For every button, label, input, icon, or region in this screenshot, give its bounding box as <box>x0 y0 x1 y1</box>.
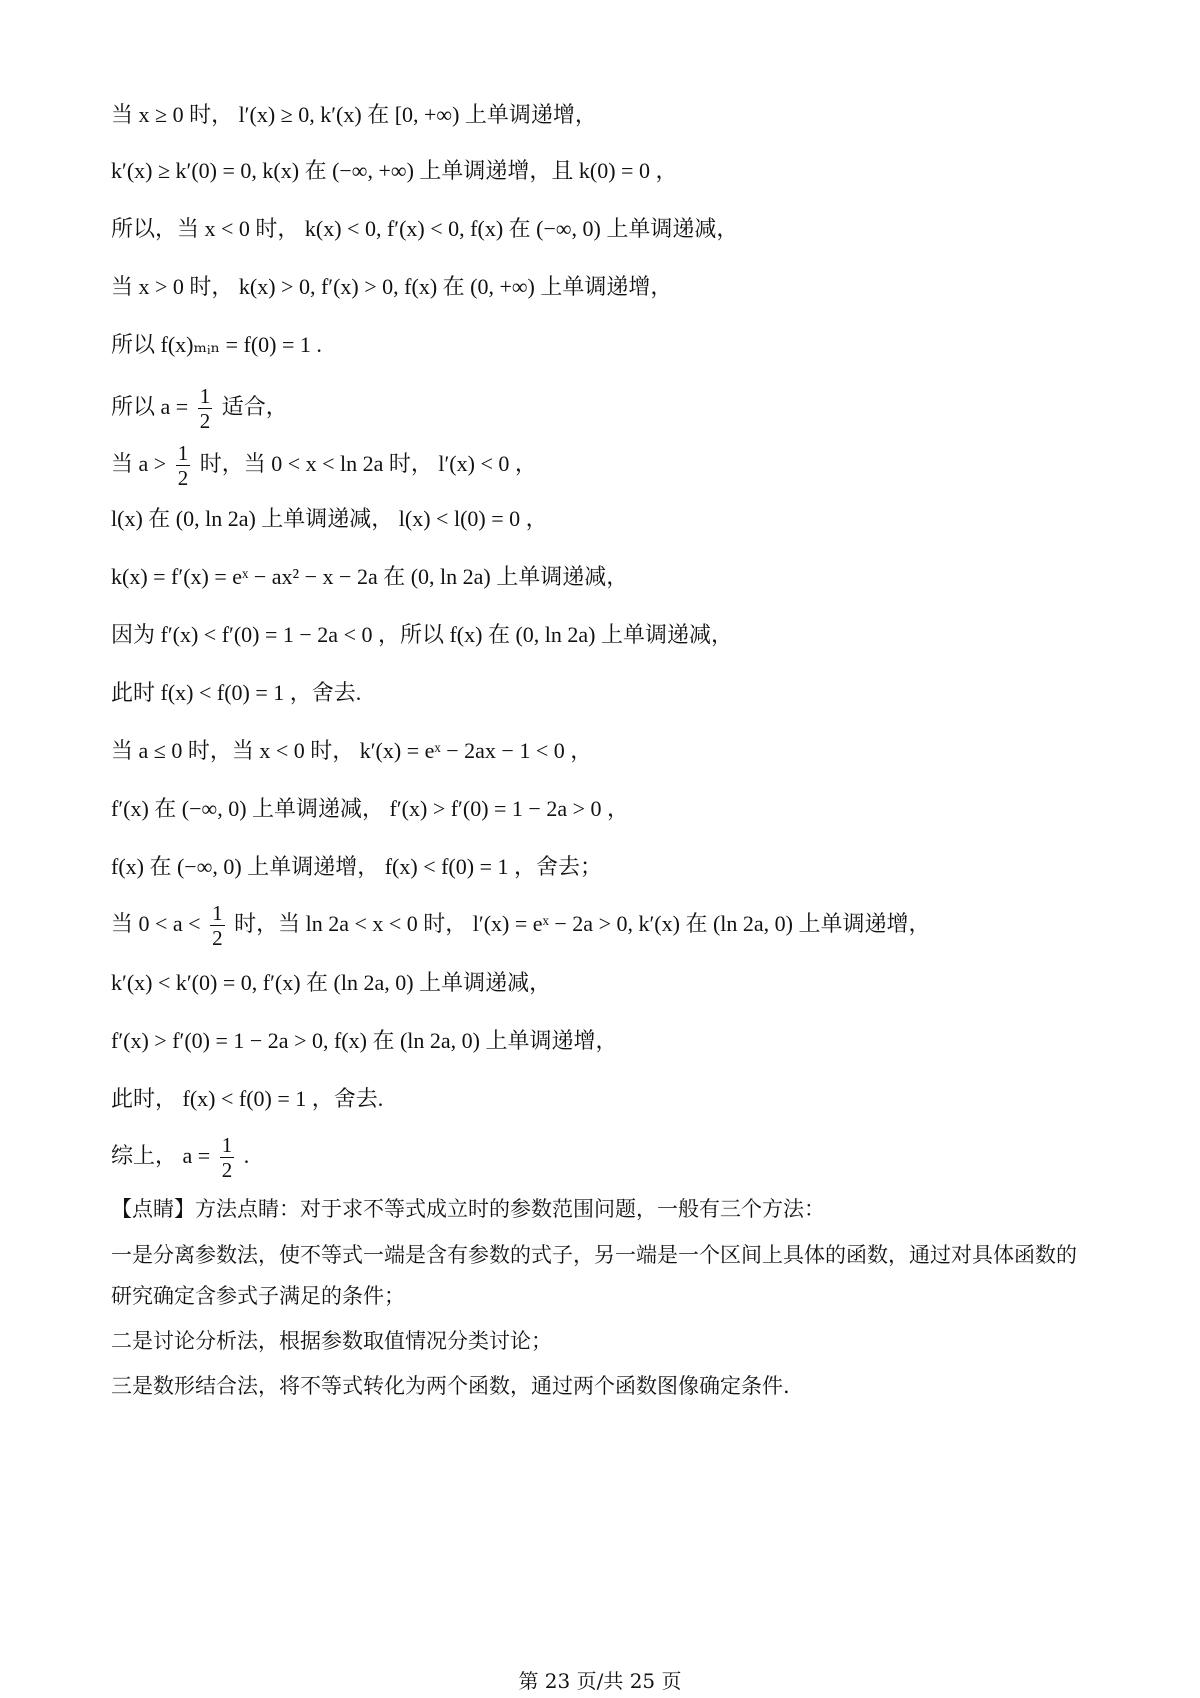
solution-line-15 <box>111 901 930 951</box>
text-segment: 时，当 0 < x < ln 2a 时， l′(x) < 0 ， <box>199 451 537 477</box>
comment-method-2: 二是讨论分析法，根据参数取值情况分类讨论； <box>111 1329 552 1353</box>
fraction-one-half <box>198 384 213 434</box>
fraction-denominator: 2 <box>221 1158 233 1183</box>
fraction-numerator: 1 <box>199 384 211 408</box>
fraction-numerator: 1 <box>177 441 189 465</box>
comment-method-1: 一是分离参数法，使不等式一端是含有参数的式子，另一端是一个区间上具体的函数，通过对具体函数的 <box>111 1243 1077 1267</box>
solution-line-5: 所以 f(x)ₘᵢₙ = f(0) = 1 . <box>111 332 322 357</box>
text-segment: 适合， <box>221 394 288 420</box>
fraction-one-half <box>210 901 225 951</box>
text-segment: . <box>243 1143 250 1169</box>
solution-line-6 <box>111 384 288 434</box>
fraction-denominator: 2 <box>177 466 189 491</box>
solution-line-7 <box>111 441 537 491</box>
comment-heading: 【点睛】方法点睛：对于求不等式成立时的参数范围问题，一般有三个方法： <box>111 1197 825 1221</box>
solution-line-17: f′(x) > f′(0) = 1 − 2a > 0, f(x) 在 (ln 2a, 0) 上单调递增， <box>111 1028 618 1053</box>
text-segment: 当 0 < a < <box>111 911 201 937</box>
solution-line-11: 此时 f(x) < f(0) = 1 ，舍去. <box>111 680 362 705</box>
text-segment: 当 a > <box>111 451 167 477</box>
text-segment: 所以 a = <box>111 394 189 420</box>
fraction-numerator: 1 <box>212 901 223 925</box>
solution-line-14: f(x) 在 (−∞, 0) 上单调递增， f(x) < f(0) = 1 ，舍去； <box>111 854 602 879</box>
solution-line-3: 所以，当 x < 0 时， k(x) < 0, f′(x) < 0, f(x) 在 (−∞, 0) 上单调递减， <box>111 216 739 241</box>
fraction-one-half <box>220 1133 235 1183</box>
solution-line-13: f′(x) 在 (−∞, 0) 上单调递减， f′(x) > f′(0) = 1 − 2a > 0 ， <box>111 796 630 821</box>
solution-line-19 <box>111 1133 249 1183</box>
fraction-one-half <box>176 441 191 491</box>
solution-line-18: 此时， f(x) < f(0) = 1 ，舍去. <box>111 1086 384 1111</box>
solution-line-8: l(x) 在 (0, ln 2a) 上单调递减， l(x) < l(0) = 0 ， <box>111 506 548 531</box>
text-segment: 综上， a = <box>111 1143 211 1169</box>
solution-line-12: 当 a ≤ 0 时，当 x < 0 时， k′(x) = eˣ − 2ax − 1 < 0 ， <box>111 738 593 763</box>
solution-line-16: k′(x) < k′(0) = 0, f′(x) 在 (ln 2a, 0) 上单调递减， <box>111 970 552 995</box>
solution-line-9: k(x) = f′(x) = eˣ − ax² − x − 2a 在 (0, ln 2a) 上单调递减， <box>111 564 629 589</box>
solution-line-10: 因为 f′(x) < f′(0) = 1 − 2a < 0 ，所以 f(x) 在 (0, ln 2a) 上单调递减， <box>111 622 733 647</box>
fraction-numerator: 1 <box>221 1133 233 1157</box>
text-segment: 时，当 ln 2a < x < 0 时， l′(x) = eˣ − 2a > 0, k′(x) 在 (ln 2a, 0) 上单调递增， <box>234 911 931 937</box>
fraction-denominator: 2 <box>199 409 211 434</box>
solution-line-2: k′(x) ≥ k′(0) = 0, k(x) 在 (−∞, +∞) 上单调递增，且 k(0) = 0 ， <box>111 158 678 183</box>
solution-line-1: 当 x ≥ 0 时， l′(x) ≥ 0, k′(x) 在 [0, +∞) 上单调递增， <box>111 102 597 127</box>
page-footer: 第 23 页/共 25 页 <box>518 1669 682 1693</box>
comment-method-1-cont: 研究确定含参式子满足的条件； <box>111 1284 405 1308</box>
solution-line-4: 当 x > 0 时， k(x) > 0, f′(x) > 0, f(x) 在 (0, +∞) 上单调递增， <box>111 274 673 299</box>
fraction-denominator: 2 <box>212 926 223 951</box>
comment-method-3: 三是数形结合法，将不等式转化为两个函数，通过两个函数图像确定条件. <box>111 1374 790 1398</box>
